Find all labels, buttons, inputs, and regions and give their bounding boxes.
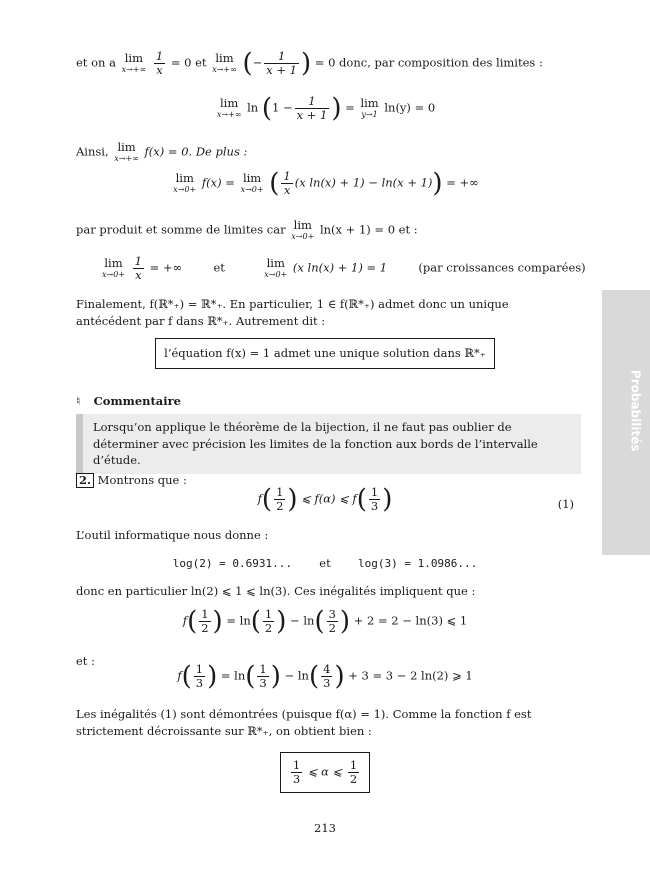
limit: lim x→+∞ <box>121 51 147 74</box>
line-ainsi: Ainsi, lim x→+∞ f(x) = 0. De plus : <box>76 140 248 163</box>
lightbulb-icon: ♮ <box>76 394 81 408</box>
side-tab-label-wrap <box>622 369 643 452</box>
equation-croissances: lim x→0+ $\frac{1}{x}$ = +∞ et lim x→0+ (x ln(x) + 1) = 1 (par croissances comparées) <box>102 254 586 283</box>
fraction: $\frac{1}{x + 1}$ <box>266 49 297 78</box>
line-outil: L’outil informatique nous donne : <box>76 528 269 542</box>
equation-composition: lim x→+∞ ln (1 − $\frac{1}{x + 1}$ ) = lim y→1 ln(y) = 0 <box>216 93 436 124</box>
page-number: 213 <box>314 821 336 835</box>
paragraph-conclusion: Les inégalités (1) sont démontrées (puisque f(α) = 1). Comme la fonction f est strictement décroissante sur ℝ*₊, on obtient bien : <box>76 707 532 738</box>
line-et: et : <box>76 654 95 668</box>
equation-tag: (1) <box>557 497 574 511</box>
equation-1: f( $\frac{1}{2}$ ) ⩽ f(α) ⩽ f( $\frac{1}{3}$ ) <box>257 484 393 515</box>
fraction: $\frac{1}{x}$ <box>155 49 164 78</box>
result-box-1: l’équation f(x) = 1 admet une unique solution dans ℝ*₊ <box>76 338 574 369</box>
side-tab-notch <box>602 505 650 555</box>
side-tab-label: Probabilités <box>628 369 643 452</box>
question-2-header: 2. Montrons que : <box>76 472 574 489</box>
line-limits-intro: et on a lim x→+∞ $\frac{1}{x}$ = 0 et lim x→+∞ (− $\frac{1}{x + 1}$ ) = 0 donc, par composition des limites : <box>76 48 543 79</box>
equation-f-half: f( $\frac{1}{2}$ ) = ln( $\frac{1}{2}$ ) − ln( $\frac{3}{2}$ ) + 2 = 2 − ln(3) ⩽ 1 <box>182 606 468 637</box>
line-produit: par produit et somme de limites car lim x→0+ ln(x + 1) = 0 et : <box>76 218 418 241</box>
equation-f-third: f( $\frac{1}{3}$ ) = ln( $\frac{1}{3}$ ) − ln( $\frac{4}{3}$ ) + 3 = 3 − 2 ln(2) ⩾ 1 <box>177 661 473 692</box>
result-box-2: $\frac{1}{3}$ ⩽ α ⩽ $\frac{1}{2}$ <box>76 752 574 793</box>
paragraph-finalement: Finalement, f(ℝ*₊) = ℝ*₊. En particulier, 1 ∈ f(ℝ*₊) admet donc un unique antécédent par f dans ℝ*₊. Autrement dit : <box>76 297 509 328</box>
code-line: log(2) = 0.6931... et log(3) = 1.0986... <box>172 556 478 570</box>
line-inegalites: donc en particulier ln(2) ⩽ 1 ⩽ ln(3). Ces inégalités impliquent que : <box>76 584 476 598</box>
limit: lim x→+∞ <box>212 51 237 74</box>
equation-limit-zero: lim x→0+ f(x) = lim x→0+ ( $\frac{1}{x}$ (x ln(x) + 1) − ln(x + 1)) = +∞ <box>173 168 479 199</box>
comment-header: ♮ Commentaire <box>76 393 574 410</box>
comment-box: Lorsqu’on applique le théorème de la bijection, il ne faut pas oublier de déterminer avec précision les limites de la fonction aux bords de l’intervalle d’étude. <box>76 414 581 474</box>
